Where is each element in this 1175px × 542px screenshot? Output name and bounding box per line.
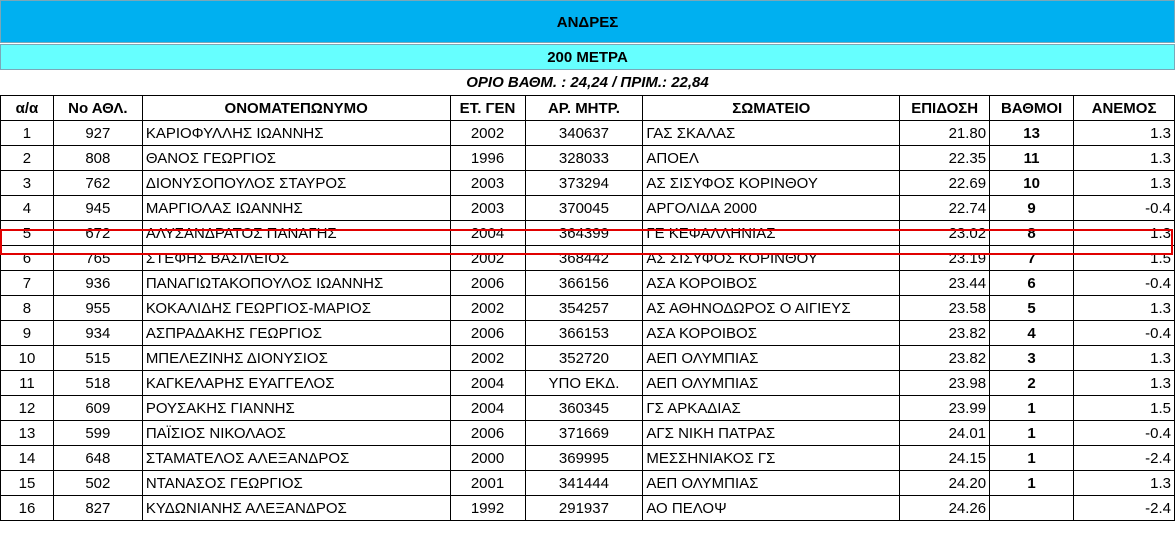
cell-wind: -2.4 (1074, 496, 1175, 521)
cell-bib: 765 (53, 246, 142, 271)
cell-rank: 14 (1, 446, 54, 471)
cell-birth-year: 2002 (450, 296, 525, 321)
cell-rank: 5 (1, 221, 54, 246)
cell-wind: 1.3 (1074, 296, 1175, 321)
cell-registry-number: 366153 (525, 321, 643, 346)
cell-points (990, 496, 1074, 521)
cell-athlete-name: ΑΣΠΡΑΔΑΚΗΣ ΓΕΩΡΓΙΟΣ (142, 321, 450, 346)
cell-registry-number: 364399 (525, 221, 643, 246)
cell-points: 11 (990, 146, 1074, 171)
cell-club: ΓΕ ΚΕΦΑΛΛΗΝΙΑΣ (643, 221, 900, 246)
cell-result: 23.02 (900, 221, 990, 246)
cell-athlete-name: ΡΟΥΣΑΚΗΣ ΓΙΑΝΝΗΣ (142, 396, 450, 421)
cell-registry-number: 366156 (525, 271, 643, 296)
table-row[interactable] (1, 471, 1175, 496)
cell-result: 24.20 (900, 471, 990, 496)
cell-birth-year: 2004 (450, 221, 525, 246)
cell-registry-number: ΥΠΟ ΕΚΔ. (525, 371, 643, 396)
cell-result: 23.82 (900, 346, 990, 371)
cell-athlete-name: ΚΟΚΑΛΙΔΗΣ ΓΕΩΡΓΙΟΣ-ΜΑΡΙΟΣ (142, 296, 450, 321)
cell-result: 23.44 (900, 271, 990, 296)
cell-registry-number: 360345 (525, 396, 643, 421)
cell-bib: 945 (53, 196, 142, 221)
cell-registry-number: 371669 (525, 421, 643, 446)
cell-rank: 6 (1, 246, 54, 271)
cell-points: 4 (990, 321, 1074, 346)
cell-rank: 8 (1, 296, 54, 321)
cell-rank: 11 (1, 371, 54, 396)
cell-athlete-name: ΚΑΡΙΟΦΥΛΛΗΣ ΙΩΑΝΝΗΣ (142, 121, 450, 146)
cell-registry-number: 340637 (525, 121, 643, 146)
table-row[interactable] (1, 296, 1175, 321)
col-header-bib[interactable]: Νο ΑΘΛ. (53, 96, 142, 121)
cell-rank: 9 (1, 321, 54, 346)
cell-registry-number: 373294 (525, 171, 643, 196)
cell-club: ΑΕΠ ΟΛΥΜΠΙΑΣ (643, 346, 900, 371)
table-row[interactable] (1, 196, 1175, 221)
cell-club: ΑΣ ΣΙΣΥΦΟΣ ΚΟΡΙΝΘΟΥ (643, 171, 900, 196)
cell-athlete-name: ΠΑΪΣΙΟΣ ΝΙΚΟΛΑΟΣ (142, 421, 450, 446)
cell-club: ΑΠΟΕΛ (643, 146, 900, 171)
cell-points: 5 (990, 296, 1074, 321)
cell-wind: 1.3 (1074, 471, 1175, 496)
cell-athlete-name: ΜΑΡΓΙΟΛΑΣ ΙΩΑΝΝΗΣ (142, 196, 450, 221)
table-row[interactable] (1, 271, 1175, 296)
cell-athlete-name: ΚΑΓΚΕΛΑΡΗΣ ΕΥΑΓΓΕΛΟΣ (142, 371, 450, 396)
cell-points: 1 (990, 421, 1074, 446)
cell-registry-number: 370045 (525, 196, 643, 221)
table-row[interactable] (1, 371, 1175, 396)
cell-athlete-name: ΘΑΝΟΣ ΓΕΩΡΓΙΟΣ (142, 146, 450, 171)
cell-wind: 1.3 (1074, 371, 1175, 396)
table-row[interactable] (1, 246, 1175, 271)
cell-bib: 936 (53, 271, 142, 296)
table-row[interactable] (1, 221, 1175, 246)
cell-wind: 1.3 (1074, 346, 1175, 371)
cell-registry-number: 328033 (525, 146, 643, 171)
group-banner: ΑΝΔΡΕΣ (0, 0, 1175, 43)
cell-rank: 2 (1, 146, 54, 171)
cell-registry-number: 368442 (525, 246, 643, 271)
col-header-points[interactable]: ΒΑΘΜΟΙ (990, 96, 1074, 121)
results-body (1, 121, 1175, 521)
cell-rank: 1 (1, 121, 54, 146)
col-header-registry[interactable]: ΑΡ. ΜΗΤΡ. (525, 96, 643, 121)
cell-registry-number: 354257 (525, 296, 643, 321)
cell-rank: 12 (1, 396, 54, 421)
col-header-club[interactable]: ΣΩΜΑΤΕΙΟ (643, 96, 900, 121)
col-header-wind[interactable]: ΑΝΕΜΟΣ (1074, 96, 1175, 121)
col-header-year[interactable]: ΕΤ. ΓΕΝ (450, 96, 525, 121)
cell-rank: 4 (1, 196, 54, 221)
cell-athlete-name: ΣΤΕΦΗΣ ΒΑΣΙΛΕΙΟΣ (142, 246, 450, 271)
cell-points: 1 (990, 471, 1074, 496)
cell-birth-year: 1996 (450, 146, 525, 171)
cell-bib: 827 (53, 496, 142, 521)
cell-points: 13 (990, 121, 1074, 146)
cell-result: 24.15 (900, 446, 990, 471)
cell-birth-year: 2001 (450, 471, 525, 496)
cell-wind: 1.5 (1074, 396, 1175, 421)
cell-points: 1 (990, 446, 1074, 471)
cell-registry-number: 352720 (525, 346, 643, 371)
cell-rank: 15 (1, 471, 54, 496)
cell-registry-number: 341444 (525, 471, 643, 496)
cell-birth-year: 2000 (450, 446, 525, 471)
cell-bib: 955 (53, 296, 142, 321)
cell-bib: 927 (53, 121, 142, 146)
cell-bib: 762 (53, 171, 142, 196)
cell-club: ΑΡΓΟΛΙΔΑ 2000 (643, 196, 900, 221)
cell-result: 22.69 (900, 171, 990, 196)
cell-result: 22.74 (900, 196, 990, 221)
cell-bib: 648 (53, 446, 142, 471)
cell-club: ΑΟ ΠΕΛΟΨ (643, 496, 900, 521)
cell-wind: -0.4 (1074, 196, 1175, 221)
cell-birth-year: 2006 (450, 321, 525, 346)
cell-wind: -0.4 (1074, 271, 1175, 296)
cell-points: 9 (990, 196, 1074, 221)
cell-bib: 934 (53, 321, 142, 346)
cell-birth-year: 2003 (450, 171, 525, 196)
cell-result: 23.58 (900, 296, 990, 321)
cell-result: 24.01 (900, 421, 990, 446)
cell-result: 23.82 (900, 321, 990, 346)
cell-wind: -2.4 (1074, 446, 1175, 471)
table-row[interactable] (1, 396, 1175, 421)
table-row[interactable] (1, 346, 1175, 371)
header-row (1, 96, 1175, 121)
table-row[interactable] (1, 171, 1175, 196)
cell-result: 22.35 (900, 146, 990, 171)
table-row[interactable] (1, 146, 1175, 171)
col-header-name[interactable]: ΟΝΟΜΑΤΕΠΩΝΥΜΟ (142, 96, 450, 121)
cell-birth-year: 2006 (450, 271, 525, 296)
cell-athlete-name: ΝΤΑΝΑΣΟΣ ΓΕΩΡΓΙΟΣ (142, 471, 450, 496)
cell-birth-year: 2004 (450, 396, 525, 421)
col-header-rank[interactable]: α/α (1, 96, 54, 121)
cell-rank: 10 (1, 346, 54, 371)
cell-birth-year: 2006 (450, 421, 525, 446)
cell-club: ΑΣΑ ΚΟΡΟΙΒΟΣ (643, 321, 900, 346)
cell-birth-year: 2002 (450, 121, 525, 146)
limit-line: ΟΡΙΟ ΒΑΘΜ. : 24,24 / ΠΡΙΜ.: 22,84 (0, 70, 1175, 96)
cell-athlete-name: ΑΛΥΣΑΝΔΡΑΤΟΣ ΠΑΝΑΓΗΣ (142, 221, 450, 246)
cell-birth-year: 2003 (450, 196, 525, 221)
cell-bib: 672 (53, 221, 142, 246)
cell-bib: 599 (53, 421, 142, 446)
cell-wind: 1.5 (1074, 246, 1175, 271)
cell-wind: 1.3 (1074, 171, 1175, 196)
col-header-result[interactable]: ΕΠΙΔΟΣΗ (900, 96, 990, 121)
cell-rank: 7 (1, 271, 54, 296)
cell-result: 24.26 (900, 496, 990, 521)
cell-points: 2 (990, 371, 1074, 396)
cell-athlete-name: ΠΑΝΑΓΙΩΤΑΚΟΠΟΥΛΟΣ ΙΩΑΝΝΗΣ (142, 271, 450, 296)
cell-points: 6 (990, 271, 1074, 296)
cell-wind: -0.4 (1074, 421, 1175, 446)
cell-birth-year: 2002 (450, 246, 525, 271)
cell-club: ΑΕΠ ΟΛΥΜΠΙΑΣ (643, 371, 900, 396)
table-row[interactable] (1, 421, 1175, 446)
cell-club: ΓΑΣ ΣΚΑΛΑΣ (643, 121, 900, 146)
cell-athlete-name: ΜΠΕΛΕΖΙΝΗΣ ΔΙΟΝΥΣΙΟΣ (142, 346, 450, 371)
table-row[interactable] (1, 496, 1175, 521)
cell-bib: 518 (53, 371, 142, 396)
cell-bib: 808 (53, 146, 142, 171)
cell-result: 23.19 (900, 246, 990, 271)
table-row[interactable] (1, 446, 1175, 471)
cell-club: ΑΓΣ ΝΙΚΗ ΠΑΤΡΑΣ (643, 421, 900, 446)
cell-athlete-name: ΣΤΑΜΑΤΕΛΟΣ ΑΛΕΞΑΝΔΡΟΣ (142, 446, 450, 471)
cell-club: ΑΣΑ ΚΟΡΟΙΒΟΣ (643, 271, 900, 296)
cell-points: 7 (990, 246, 1074, 271)
table-row[interactable] (1, 321, 1175, 346)
cell-wind: 1.3 (1074, 146, 1175, 171)
event-banner: 200 ΜΕΤΡΑ (0, 44, 1175, 70)
cell-points: 10 (990, 171, 1074, 196)
cell-wind: 1.3 (1074, 121, 1175, 146)
cell-points: 1 (990, 396, 1074, 421)
results-table (0, 95, 1175, 521)
cell-registry-number: 291937 (525, 496, 643, 521)
cell-club: ΓΣ ΑΡΚΑΔΙΑΣ (643, 396, 900, 421)
cell-club: ΜΕΣΣΗΝΙΑΚΟΣ ΓΣ (643, 446, 900, 471)
cell-result: 21.80 (900, 121, 990, 146)
cell-result: 23.98 (900, 371, 990, 396)
cell-athlete-name: ΚΥΔΩΝΙΑΝΗΣ ΑΛΕΞΑΝΔΡΟΣ (142, 496, 450, 521)
cell-club: ΑΣ ΑΘΗΝΟΔΩΡΟΣ Ο ΑΙΓΙΕΥΣ (643, 296, 900, 321)
cell-rank: 3 (1, 171, 54, 196)
cell-points: 3 (990, 346, 1074, 371)
cell-birth-year: 1992 (450, 496, 525, 521)
cell-registry-number: 369995 (525, 446, 643, 471)
table-row[interactable] (1, 121, 1175, 146)
cell-rank: 16 (1, 496, 54, 521)
cell-result: 23.99 (900, 396, 990, 421)
cell-rank: 13 (1, 421, 54, 446)
cell-club: ΑΣ ΣΙΣΥΦΟΣ ΚΟΡΙΝΘΟΥ (643, 246, 900, 271)
cell-club: ΑΕΠ ΟΛΥΜΠΙΑΣ (643, 471, 900, 496)
cell-wind: -0.4 (1074, 321, 1175, 346)
cell-birth-year: 2004 (450, 371, 525, 396)
cell-bib: 502 (53, 471, 142, 496)
cell-birth-year: 2002 (450, 346, 525, 371)
cell-athlete-name: ΔΙΟΝΥΣΟΠΟΥΛΟΣ ΣΤΑΥΡΟΣ (142, 171, 450, 196)
cell-wind: 1.3 (1074, 221, 1175, 246)
cell-points: 8 (990, 221, 1074, 246)
cell-bib: 515 (53, 346, 142, 371)
cell-bib: 609 (53, 396, 142, 421)
